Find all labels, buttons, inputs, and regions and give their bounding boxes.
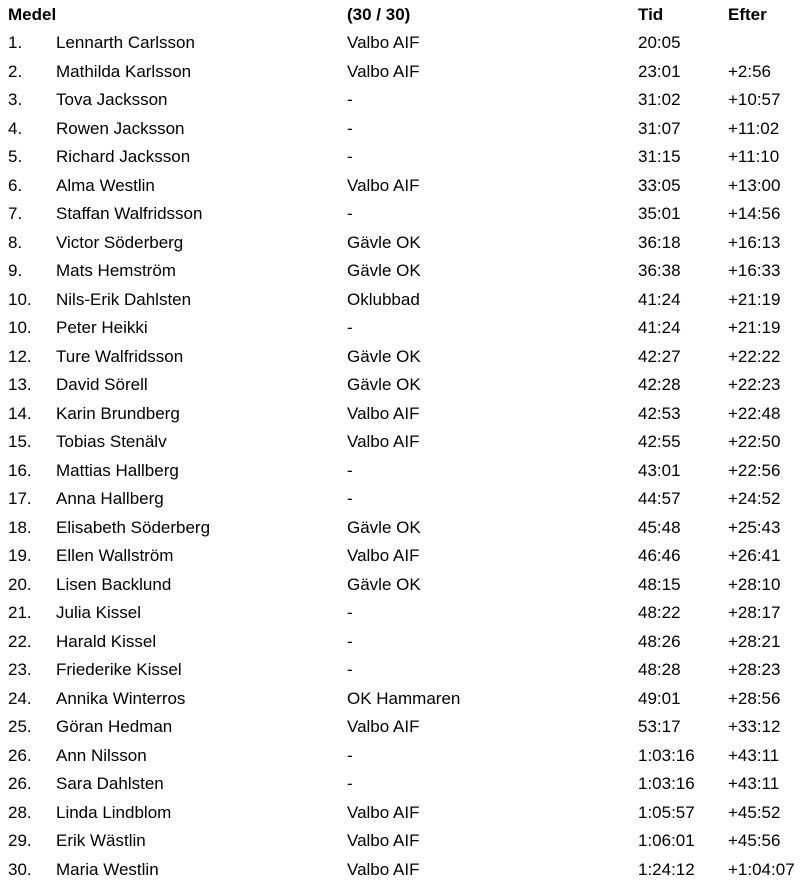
time-behind: +28:21 — [728, 631, 781, 651]
time-behind: +28:17 — [728, 603, 781, 622]
club-name: Gävle OK — [347, 517, 421, 537]
finish-time: 42:53 — [638, 403, 681, 423]
club-name: Gävle OK — [347, 232, 421, 252]
club-name: - — [347, 147, 353, 166]
runner-name: Richard Jacksson — [56, 147, 191, 166]
club-name: - — [347, 603, 353, 622]
result-position: 21. — [8, 603, 32, 622]
time-behind: +13:00 — [728, 175, 781, 195]
result-position: 16. — [8, 460, 32, 480]
time-behind: +26:41 — [728, 546, 781, 565]
time-behind: +22:50 — [728, 432, 781, 451]
result-position: 17. — [8, 489, 32, 508]
runner-name: Peter Heikki — [56, 318, 148, 337]
club-name: - — [347, 774, 353, 793]
result-row — [0, 29, 810, 58]
club-name: Valbo AIF — [347, 33, 420, 52]
time-behind: +24:52 — [728, 489, 781, 508]
finish-time: 1:06:01 — [638, 831, 695, 850]
time-behind: +45:56 — [728, 831, 781, 850]
time-behind: +21:19 — [728, 289, 781, 309]
time-behind: +22:22 — [728, 346, 781, 366]
runner-name: Nils-Erik Dahlsten — [56, 289, 192, 309]
club-name: Oklubbad — [347, 289, 420, 309]
time-behind: +2:56 — [728, 61, 772, 81]
result-row — [0, 514, 810, 543]
club-name: - — [347, 90, 353, 109]
time-behind: +10:57 — [728, 90, 781, 109]
time-behind: +11:02 — [728, 118, 780, 138]
time-behind: +22:23 — [728, 375, 781, 394]
class-name-heading: Medel — [8, 5, 57, 24]
club-name: Valbo AIF — [347, 432, 420, 451]
club-name: - — [347, 318, 353, 337]
finish-time: 42:27 — [638, 346, 681, 366]
club-name: Valbo AIF — [347, 403, 420, 423]
club-name: - — [347, 631, 353, 651]
result-position: 30. — [8, 859, 32, 879]
finish-time: 36:38 — [638, 261, 681, 280]
runner-name: Lisen Backlund — [56, 574, 172, 594]
time-behind: +14:56 — [728, 204, 781, 223]
result-position: 28. — [8, 802, 32, 822]
club-name: - — [347, 204, 353, 223]
result-position: 6. — [8, 175, 23, 195]
result-row — [0, 371, 810, 400]
finish-time: 31:07 — [638, 118, 681, 138]
result-position: 13. — [8, 375, 32, 394]
time-behind: +16:13 — [728, 232, 781, 252]
result-row — [0, 172, 810, 201]
result-position: 26. — [8, 774, 32, 793]
finish-time: 31:15 — [638, 147, 681, 166]
result-row — [0, 58, 810, 87]
finish-time: 36:18 — [638, 232, 681, 252]
result-row — [0, 257, 810, 286]
result-position: 23. — [8, 660, 32, 679]
result-row — [0, 713, 810, 742]
runner-name: Julia Kissel — [56, 603, 142, 622]
result-position: 15. — [8, 432, 32, 451]
result-position: 25. — [8, 717, 32, 736]
club-name: Gävle OK — [347, 375, 421, 394]
result-position: 19. — [8, 546, 32, 565]
result-position: 22. — [8, 631, 32, 651]
runner-name: Maria Westlin — [56, 859, 159, 879]
time-column-heading: Tid — [638, 5, 664, 24]
time-behind: +22:48 — [728, 403, 781, 423]
result-row — [0, 143, 810, 172]
finish-time: 23:01 — [638, 61, 681, 81]
result-position: 26. — [8, 745, 32, 765]
result-row — [0, 314, 810, 343]
finish-time: 20:05 — [638, 33, 681, 52]
time-behind: +1:04:07 — [728, 859, 795, 879]
finish-time: 41:24 — [638, 318, 681, 337]
finish-time: 1:03:16 — [638, 745, 695, 765]
result-position: 3. — [8, 90, 23, 109]
result-row — [0, 343, 810, 372]
result-position: 5. — [8, 147, 23, 166]
results-rows — [0, 29, 810, 884]
club-name: - — [347, 118, 353, 138]
finish-time: 1:05:57 — [638, 802, 695, 822]
result-position: 24. — [8, 688, 32, 708]
result-position: 12. — [8, 346, 32, 366]
club-name: Valbo AIF — [347, 61, 420, 81]
participant-count-heading: (30 / 30) — [347, 5, 411, 24]
club-name: Valbo AIF — [347, 717, 420, 736]
runner-name: Sara Dahlsten — [56, 774, 164, 793]
result-position: 29. — [8, 831, 32, 850]
runner-name: Ellen Wallström — [56, 546, 174, 565]
time-behind: +21:19 — [728, 318, 781, 337]
runner-name: Harald Kissel — [56, 631, 157, 651]
runner-name: Ture Walfridsson — [56, 346, 184, 366]
finish-time: 35:01 — [638, 204, 681, 223]
result-row — [0, 86, 810, 115]
result-row — [0, 457, 810, 486]
result-row — [0, 542, 810, 571]
result-row — [0, 770, 810, 799]
result-position: 9. — [8, 261, 23, 280]
time-behind: +45:52 — [728, 802, 781, 822]
result-position: 18. — [8, 517, 32, 537]
finish-time: 1:24:12 — [638, 859, 695, 879]
finish-time: 48:26 — [638, 631, 681, 651]
finish-time: 33:05 — [638, 175, 681, 195]
runner-name: Lennarth Carlsson — [56, 33, 195, 52]
runner-name: Friederike Kissel — [56, 660, 182, 679]
finish-time: 53:17 — [638, 717, 681, 736]
runner-name: Mattias Hallberg — [56, 460, 179, 480]
result-position: 1. — [8, 33, 23, 52]
runner-name: Linda Lindblom — [56, 802, 172, 822]
time-behind: +33:12 — [728, 717, 781, 736]
club-name: - — [347, 660, 353, 679]
result-row — [0, 799, 810, 828]
runner-name: Erik Wästlin — [56, 831, 146, 850]
result-position: 2. — [8, 61, 23, 81]
finish-time: 46:46 — [638, 546, 681, 565]
club-name: - — [347, 745, 353, 765]
finish-time: 45:48 — [638, 517, 681, 537]
runner-name: Karin Brundberg — [56, 403, 180, 423]
runner-name: Elisabeth Söderberg — [56, 517, 211, 537]
result-row — [0, 827, 810, 856]
runner-name: Mats Hemström — [56, 261, 176, 280]
result-row — [0, 286, 810, 315]
club-name: - — [347, 460, 353, 480]
time-behind: +28:10 — [728, 574, 781, 594]
result-row — [0, 599, 810, 628]
result-row — [0, 400, 810, 429]
behind-column-heading: Efter — [728, 5, 767, 24]
result-position: 20. — [8, 574, 32, 594]
finish-time: 1:03:16 — [638, 774, 695, 793]
result-row — [0, 485, 810, 514]
runner-name: Tova Jacksson — [56, 90, 168, 109]
runner-name: Anna Hallberg — [56, 489, 164, 508]
time-behind: +11:10 — [728, 147, 780, 166]
club-name: - — [347, 489, 353, 508]
result-position: 7. — [8, 204, 23, 223]
time-behind: +28:23 — [728, 660, 781, 679]
result-position: 8. — [8, 232, 23, 252]
club-name: Valbo AIF — [347, 859, 420, 879]
result-row — [0, 200, 810, 229]
runner-name: Tobias Stenälv — [56, 432, 167, 451]
club-name: Valbo AIF — [347, 831, 420, 850]
time-behind: +22:56 — [728, 460, 781, 480]
runner-name: Mathilda Karlsson — [56, 61, 192, 81]
finish-time: 41:24 — [638, 289, 681, 309]
finish-time: 43:01 — [638, 460, 681, 480]
finish-time: 49:01 — [638, 688, 681, 708]
runner-name: Alma Westlin — [56, 175, 155, 195]
result-row — [0, 656, 810, 685]
time-behind: +43:11 — [728, 774, 780, 793]
result-row — [0, 856, 810, 885]
club-name: Valbo AIF — [347, 546, 420, 565]
result-row — [0, 685, 810, 714]
result-row — [0, 229, 810, 258]
runner-name: Rowen Jacksson — [56, 118, 185, 138]
result-row — [0, 115, 810, 144]
result-row — [0, 742, 810, 771]
club-name: Valbo AIF — [347, 802, 420, 822]
finish-time: 42:55 — [638, 432, 681, 451]
results-header-row — [0, 0, 810, 29]
time-behind: +16:33 — [728, 261, 781, 280]
runner-name: Annika Winterros — [56, 688, 186, 708]
result-row — [0, 628, 810, 657]
runner-name: Ann Nilsson — [56, 745, 147, 765]
runner-name: Victor Söderberg — [56, 232, 184, 252]
runner-name: David Sörell — [56, 375, 148, 394]
result-position: 14. — [8, 403, 32, 423]
club-name: Gävle OK — [347, 346, 421, 366]
result-row — [0, 428, 810, 457]
result-position: 10. — [8, 289, 32, 309]
finish-time: 48:15 — [638, 574, 681, 594]
time-behind: +25:43 — [728, 517, 781, 537]
result-position: 4. — [8, 118, 23, 138]
finish-time: 31:02 — [638, 90, 681, 109]
finish-time: 48:28 — [638, 660, 681, 679]
club-name: OK Hammaren — [347, 688, 461, 708]
club-name: Gävle OK — [347, 574, 421, 594]
finish-time: 44:57 — [638, 489, 681, 508]
finish-time: 48:22 — [638, 603, 681, 622]
finish-time: 42:28 — [638, 375, 681, 394]
club-name: Valbo AIF — [347, 175, 420, 195]
runner-name: Göran Hedman — [56, 717, 173, 736]
time-behind: +43:11 — [728, 745, 780, 765]
result-row — [0, 571, 810, 600]
time-behind: +28:56 — [728, 688, 781, 708]
runner-name: Staffan Walfridsson — [56, 204, 203, 223]
club-name: Gävle OK — [347, 261, 421, 280]
result-position: 10. — [8, 318, 32, 337]
